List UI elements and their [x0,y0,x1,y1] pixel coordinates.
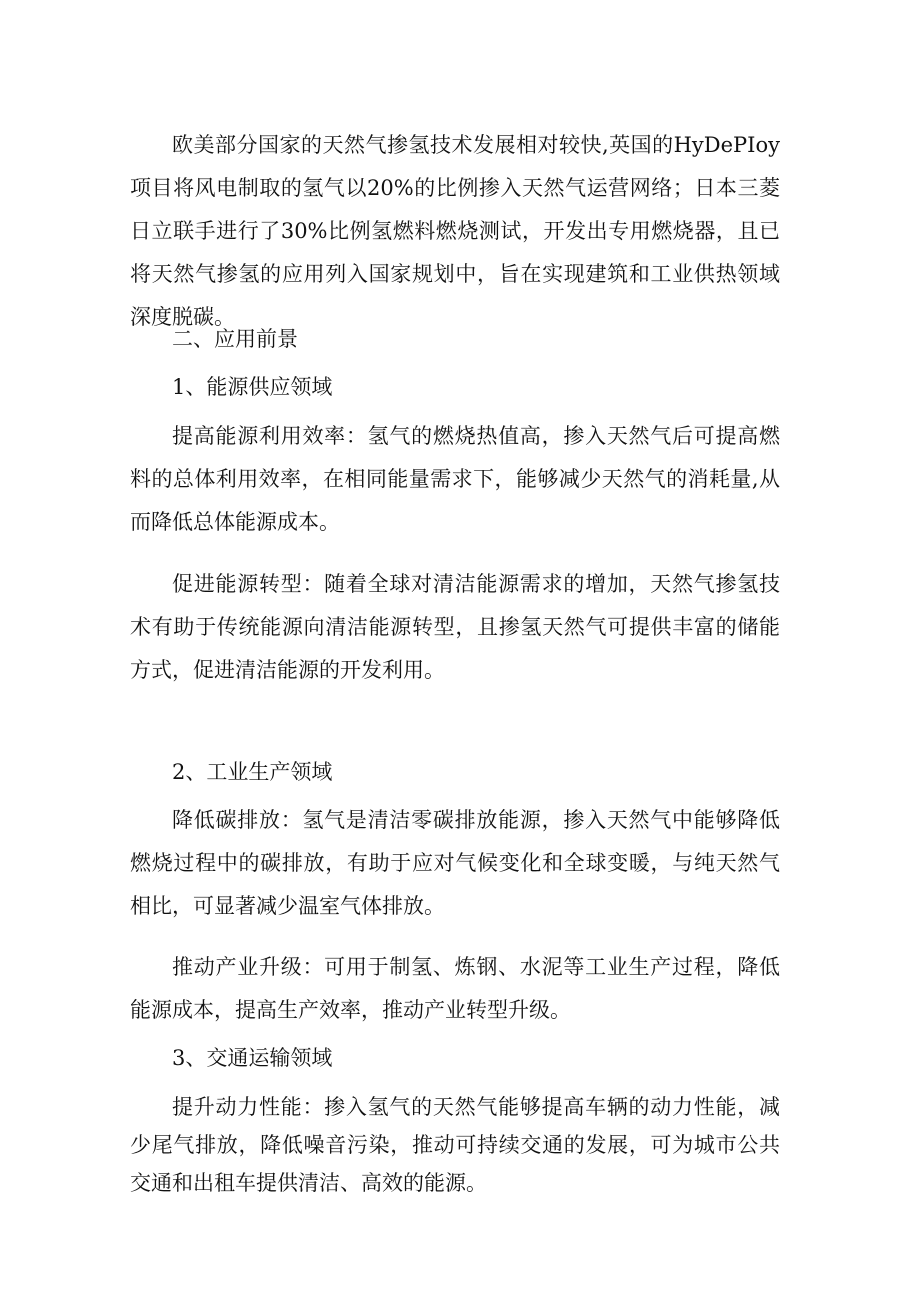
paragraph-energy-efficiency: 提高能源利用效率：氢气的燃烧热值高，掺入天然气后可提高燃料的总体利用效率，在相同能量需求下，能够减少天然气的消耗量,从而降低总体能源成本。 [130,424,780,534]
paragraph-carbon-reduction: 降低碳排放：氢气是清洁零碳排放能源，掺入天然气中能够降低燃烧过程中的碳排放，有助于应对气候变化和全球变暖，与纯天然气相比，可显著减少温室气体排放。 [130,808,780,918]
subheading-transportation: 3、交通运输领域 [172,1046,333,1070]
paragraph-hydrogen-blending-overseas: 欧美部分国家的天然气掺氢技术发展相对较快,英国的HyDePIoy项目将风电制取的氢气以20%的比例掺入天然气运营网络；日本三菱日立联手进行了30%比例氢燃料燃烧测试，开发出专用燃烧器，且已将天然气掺氢的应用列入国家规划中，旨在实现建筑和工业供热领域深度脱碳。 [130,133,780,329]
section-heading-application-prospects: 二、应用前景 [172,327,298,351]
paragraph-energy-transition: 促进能源转型：随着全球对清洁能源需求的增加，天然气掺氢技术有助于传统能源向清洁能源转型，且掺氢天然气可提供丰富的储能方式，促进清洁能源的开发利用。 [130,572,780,682]
subheading-energy-supply: 1、能源供应领域 [172,375,333,399]
paragraph-industry-upgrade: 推动产业升级：可用于制氢、炼钢、水泥等工业生产过程，降低能源成本，提高生产效率，推动产业转型升级。 [130,955,780,1022]
subheading-industrial-production: 2、工业生产领域 [172,760,333,784]
paragraph-power-performance: 提升动力性能：掺入氢气的天然气能够提高车辆的动力性能，减少尾气排放，降低噪音污染，推动可持续交通的发展，可为城市公共交通和出租车提供清洁、高效的能源。 [130,1095,780,1195]
